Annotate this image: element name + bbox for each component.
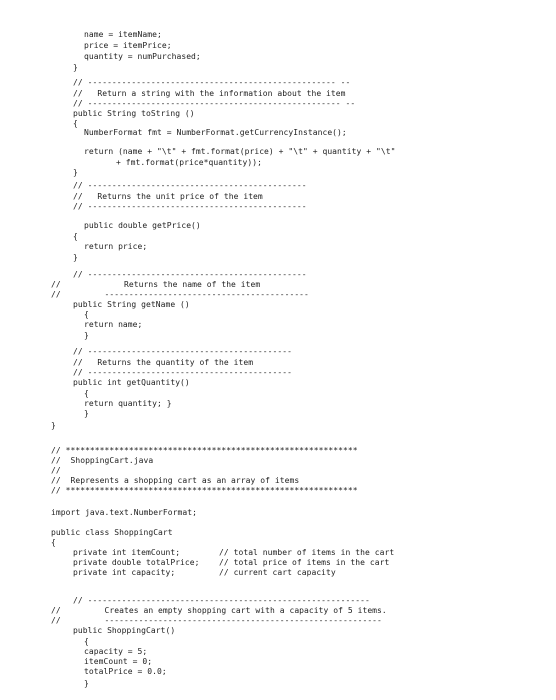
code-line: { [84, 389, 89, 398]
code-line: public class ShoppingCart [51, 528, 173, 537]
code-line: // ---------------------------------------------------- -- [73, 99, 356, 108]
code-line: public int getQuantity() [73, 378, 190, 387]
code-line: itemCount = 0; [84, 657, 153, 666]
code-line: return (name + "\t" + fmt.format(price) + "\t" + quantity + "\t" [84, 147, 396, 156]
code-line: } [73, 253, 78, 262]
code-line: public double getPrice() [84, 221, 201, 230]
code-line: // ------------------------------------------ [73, 347, 292, 356]
code-line: // Returns the quantity of the item [73, 358, 254, 367]
code-line: name = itemName; [84, 30, 162, 39]
code-line: // [51, 466, 61, 475]
code-line: NumberFormat fmt = NumberFormat.getCurrencyInstance(); [84, 128, 347, 137]
code-line: + fmt.format(price*quantity)); [116, 158, 262, 167]
code-line: public String getName () [73, 300, 190, 309]
code-line: // --------------------------------------------------- -- [73, 78, 351, 87]
code-line: { [73, 119, 78, 128]
code-line: } [84, 679, 89, 688]
code-line: public ShoppingCart() [73, 626, 176, 635]
code-line: } [51, 421, 56, 430]
code-line: // ShoppingCart.java [51, 456, 154, 465]
code-line: // ************************************************************ [51, 486, 358, 495]
code-line: // ------------------------------------------ [51, 290, 309, 299]
code-line: capacity = 5; [84, 647, 148, 656]
code-line: // Represents a shopping cart as an array of items [51, 476, 300, 485]
code-line: // --------------------------------------------- [73, 181, 307, 190]
code-line: // ************************************************************ [51, 446, 358, 455]
code-line: private double totalPrice; // total price of items in the cart [73, 558, 390, 567]
code-line: // --------------------------------------------- [73, 202, 307, 211]
code-line: { [73, 232, 78, 241]
code-line: } [84, 331, 89, 340]
code-line: public String toString () [73, 109, 195, 118]
code-line: // ---------------------------------------------------------- [73, 596, 370, 605]
code-line: { [84, 310, 89, 319]
code-line: } [84, 409, 89, 418]
code-line: price = itemPrice; [84, 41, 172, 50]
code-line: private int itemCount; // total number of items in the cart [73, 548, 395, 557]
code-line: // Creates an empty shopping cart with a capacity of 5 items. [51, 606, 387, 615]
code-line: return price; [84, 242, 148, 251]
code-line: { [51, 538, 56, 547]
code-line: // --------------------------------------------- [73, 270, 307, 279]
code-line: quantity = numPurchased; [84, 52, 201, 61]
code-line: { [84, 637, 89, 646]
code-line: // ------------------------------------------ [73, 368, 292, 377]
code-line: // Returns the unit price of the item [73, 192, 263, 201]
code-line: // Return a string with the information about the item [73, 89, 346, 98]
code-line: private int capacity; // current cart capacity [73, 568, 336, 577]
code-line: } [73, 168, 78, 177]
code-line: // Returns the name of the item [51, 280, 261, 289]
code-line: return quantity; } [84, 399, 172, 408]
code-line: // --------------------------------------------------------- [51, 616, 382, 625]
code-line: totalPrice = 0.0; [84, 667, 167, 676]
code-line: } [73, 63, 78, 72]
code-line: import java.text.NumberFormat; [51, 508, 197, 517]
code-line: return name; [84, 320, 143, 329]
